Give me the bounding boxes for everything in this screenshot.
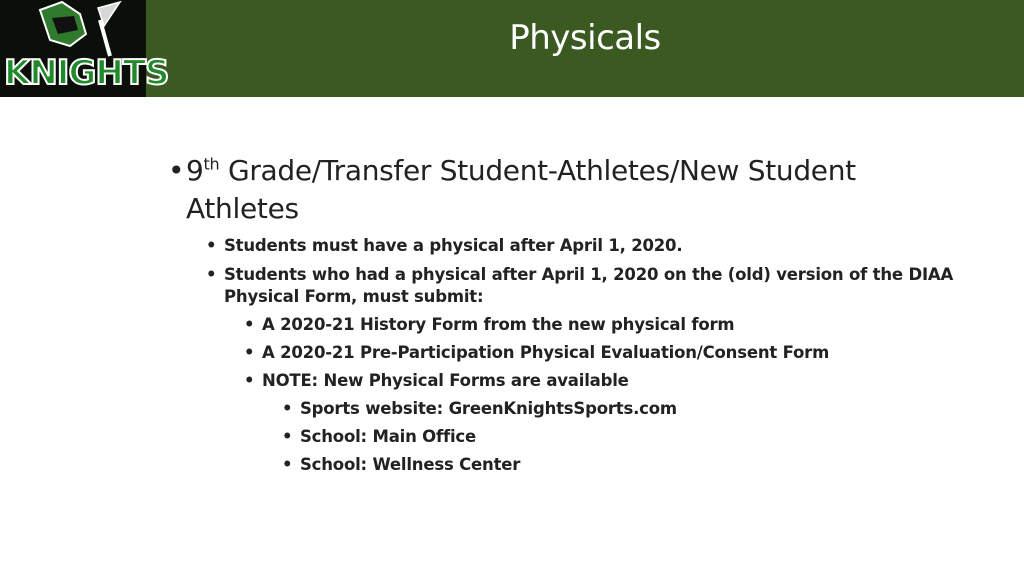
slide-header <box>0 0 1024 97</box>
list-item <box>282 398 968 420</box>
slide-title: Physicals <box>509 18 661 58</box>
list-item <box>206 235 968 257</box>
sub-bullet-text: Students who had a physical after April 1, 2020 on the (old) version of the DIAA Physical Form, must submit: <box>224 265 954 306</box>
nested-bullet-text: School: Main Office <box>300 427 476 446</box>
main-bullet-prefix: 9 <box>186 154 204 187</box>
main-bullet-superscript: th <box>203 154 220 174</box>
nested-bullet-text: School: Wellness Center <box>300 455 521 474</box>
sub-sub-bullet-text: NOTE: New Physical Forms are available <box>262 371 629 390</box>
bullet-icon: • <box>206 265 217 284</box>
knight-logo-icon <box>0 0 169 97</box>
list-item <box>244 370 968 476</box>
bullet-icon: • <box>168 154 185 187</box>
list-item <box>244 314 968 336</box>
sub-bullet-list <box>206 235 968 476</box>
sub-sub-bullet-text: A 2020-21 Pre-Participation Physical Evaluation/Consent Form <box>262 343 830 362</box>
bullet-icon: • <box>282 399 293 418</box>
sub-sub-bullet-text: A 2020-21 History Form from the new physical form <box>262 315 735 334</box>
bullet-icon: • <box>244 343 255 362</box>
bullet-icon: • <box>282 427 293 446</box>
logo-text: KNIGHTS <box>4 53 169 93</box>
main-bullet <box>168 152 968 228</box>
list-item <box>282 454 968 476</box>
list-item <box>244 342 968 364</box>
main-bullet-text: Grade/Transfer Student-Athletes/New Student Athletes <box>186 154 856 225</box>
sub-bullet-text: Students must have a physical after April 1, 2020. <box>224 236 683 255</box>
nested-bullet-text: Sports website: GreenKnightsSports.com <box>300 399 677 418</box>
bullet-icon: • <box>244 371 255 390</box>
bullet-icon: • <box>244 315 255 334</box>
bullet-icon: • <box>206 236 217 255</box>
list-item <box>282 426 968 448</box>
bullet-icon: • <box>282 455 293 474</box>
sub-sub-bullet-list <box>244 314 968 476</box>
bullet-content <box>168 152 968 476</box>
nested-bullet-list <box>282 398 968 476</box>
list-item <box>206 264 968 476</box>
